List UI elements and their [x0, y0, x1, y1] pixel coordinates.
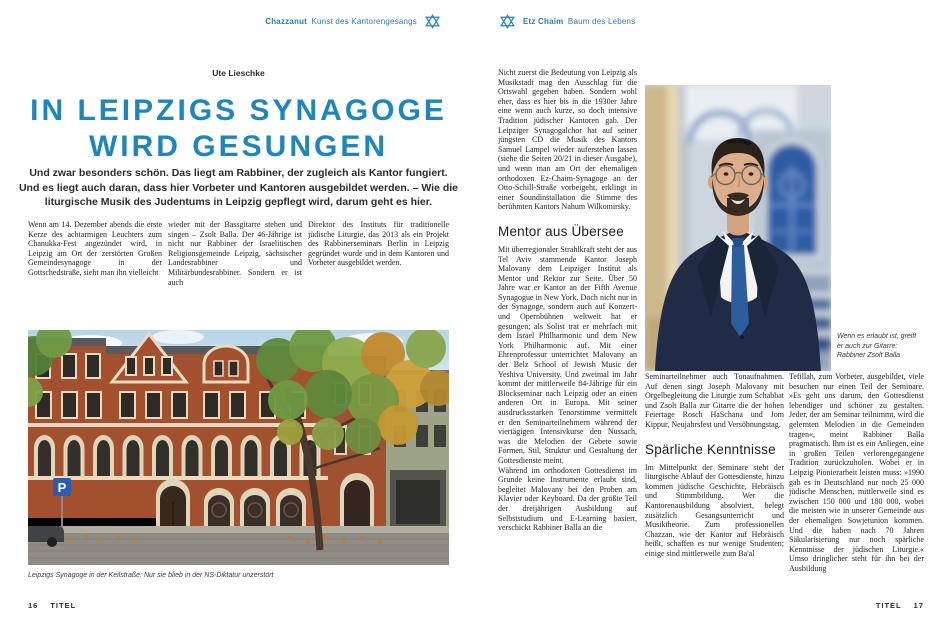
article-title-line1: IN LEIPZIGS SYNAGOGE: [30, 94, 447, 127]
paragraph: Nicht zuerst die Bedeutung von Leipzig als Musikstadt mag den Ausschlag für die Ortswahl gegeben haben. Sondern wohl eher, dass es hier bis in die 1930er Jahre eine wenn auch kurze, so doch intensive Tradition jüdischer Kantoren gab. Der Leipziger Synagogalchor hat auf seiner jüngsten CD die Musik des Kantors Samuel Lampel wieder auferstehen lassen (siehe die Seiten 20/21 in dieser Ausgabe), und wenn man am Ort der ehemaligen orthodoxen Ez-Chaim-Synagoge an der Otto-Schill-Straße vorbeigeht, erklingt in einer Soundinstallation die Stimme des berühmten Kantors Nahum Wilkomirsky.: [498, 68, 637, 212]
section-label: TITEL: [50, 601, 77, 610]
paragraph: Tefillah, zum Vorbeter, ausgebildet, viele besuchen nur einen Teil der Seminare. »Es geht uns darum, den Gottesdienst lebendiger und schöner zu gestalten. Jeder, der am Seminar teilnimmt, wird die gelernten Melodien in die Gemeinden tragen«, meint Rabbiner Balla pragmatisch. Ihm ist es ein Anliegen, eine in großen Teilen verlorengegangene Tradition zurückzuholen. Wobei er in Leipzig Pionierarbeit leisten muss: »1990 gab es in Deutschland nur noch 25 000 jüdische Menschen, mittlerweile sind es zwischen 150 000 und 180 000, wobei die meisten wie in unserer Gemeinde aus der ehemaligen Sowjetunion kommen. Und die haben nach 70 Jahren Säkularisierung nur noch spärliche Kenntnisse der jüdischen Liturgie.« Umso dringlicher steht für ihn bei der Ausbildung: [789, 372, 924, 573]
article-title-line2: WIRD GESUNGEN: [88, 130, 388, 163]
subtitle-line: liturgische Musik des Judentums in Leipzig gepflegt wird, darum geht es hier.: [44, 196, 433, 208]
svg-text:P: P: [57, 480, 67, 495]
section-label: TITEL: [875, 601, 902, 610]
synagogue-photo: [28, 330, 449, 565]
page-footer-left: [28, 601, 76, 610]
running-head-right: [500, 14, 635, 29]
right-body-column-3: [789, 372, 924, 600]
running-head-right-label: [523, 17, 635, 26]
running-head-topic: Chazzanut: [265, 17, 308, 26]
paragraph: Seminarteilnehmer auch Tonaufnahmen. Auf denen singt Joseph Malovany mit Orgelbegleitung die Liturgie zum Schabbat und Zsolt Balla zur Gitarre die der hohen Feiertage Rosch HaSchana und Jom Kippur, Neujahrsfest und Versöhnungstag.: [645, 372, 784, 429]
running-head-subtitle: Kunst des Kantorengesangs: [311, 17, 417, 26]
paragraph: Mit überregionaler Strahlkraft steht der aus Tel Aviv stammende Kantor Joseph Malovany dem Leipziger Institut als Mentor und Rektor zur Seite. Über 50 Jahre war er Kantor an der Fifth Avenue Synagogue in New York. Doch nicht nur in der Synagoge, sondern auch auf Konzert- und Opernbühnen weltweit hat er gesungen; als Solist trat er mehrfach mit dem Israel Philharmonic und dem New York Philharmonic auf. Mit einer Ehrenprofessur unterrichtet Malovany an der Belz School of Jewish Music der Yeshiva University. Und zweimal im Jahr kommt der mittlerweile 84-Jährige für ein Blockseminar nach Leipzig oder an einen anderen Ort in Europa. Mit seiner ausdrucksstarken Tenorstimme vermittelt er den Seminarteilnehmern während der viertägigen Intensivkurse den Nussach, was die Melodien der Gebete sowie Formen, Stil, Struktur und Gestaltung der Gottesdienste meint.: [498, 244, 637, 465]
section-heading-kenntnisse: Spärliche Kenntnisse: [645, 441, 776, 457]
body-column-2: [168, 220, 302, 323]
photo-caption-rabbi: Wenn es erlaubt ist, greift er auch zur Gitarre: Rabbiner Zsolt Balla: [837, 333, 917, 359]
article-subtitle: [18, 166, 459, 210]
right-body-column-1: [498, 68, 637, 603]
right-body-column-2: [645, 372, 784, 592]
paragraph: Im Mittelpunkt der Seminare steht der liturgische Ablauf der Gottesdienste, hinzu kommen jüdische Geschichte, Hebräisch und Stimmbildung. Wer die Kantorenausbildung absolviert, belegt zusätzlich Gesangsunterricht und Musiktheorie. Zum professionellen Chazzan, wie der Kantor auf Hebräisch heißt, schaffen es nur wenige Studenten; einige sind mittlerweile zum Ba'al: [645, 462, 784, 558]
page-footer-right: [789, 601, 924, 610]
photo-caption-synagogue: Leipzigs Synagoge in der Keilstraße: Nur sie blieb in der NS-Diktatur unzerstört: [28, 572, 274, 579]
section-heading-mentor: Mentor aus Übersee: [498, 223, 624, 239]
body-column-1: [28, 220, 162, 323]
page-number: 16: [28, 601, 39, 610]
running-head-subtitle: Baum des Lebens: [567, 17, 636, 26]
rabbi-photo: [645, 85, 831, 371]
star-of-david-icon: [500, 14, 515, 29]
subtitle-line: Und es liegt auch daran, dass hier Vorbeter und Kantoren ausgebildet werden. – Wie die: [18, 181, 459, 194]
running-head-left-label: [265, 17, 417, 26]
star-of-david-icon: [425, 14, 440, 29]
running-head-left: [265, 14, 440, 29]
body-column-3: [308, 220, 449, 323]
subtitle-line: Und zwar besonders schön. Das liegt am Rabbiner, der zugleich als Kantor fungiert.: [29, 167, 448, 179]
byline: Ute Lieschke: [212, 68, 265, 78]
paragraph: wieder mit der Bassgitarre stehen und singen – Zsolt Balla. Der 46-Jährige ist nicht nur Rabbiner der Israelitischen Religionsgemeinde Leipzig, sächsischer Landesrabbiner und Militärbundesrabbiner. Sondern er ist auch: [168, 220, 302, 287]
paragraph: Während im orthodoxen Gottesdienst im Grunde keine Instrumente erlaubt sind, begleitet Malovany bei den Proben am Klavier oder Keyboard. Da der größte Teil der dreijährigen Ausbildung auf Selbststudium und E-Learning basiert, verschickt Rabbiner Balla an die: [498, 465, 637, 533]
paragraph: Direktor des Instituts für traditionelle jüdische Liturgie, das 2013 als ein Projekt des Rabbinerseminars Berlin in Leipzig gegründet wurde und in dem Kantoren und Vorbeter ausgebildet werden.: [308, 220, 449, 268]
page-number: 17: [913, 601, 924, 610]
article-title: [28, 93, 449, 165]
paragraph: Wenn am 14. Dezember abends die erste Kerze des achtarmigen Leuchters zum Chanukka-Fest angezündet wird, in Leipzig am Ort der zerstörten Großen Gemeindesynagoge in der Gottschedstraße, sieht man ihn vielleicht: [28, 220, 162, 277]
running-head-topic: Etz Chaim: [523, 17, 564, 26]
